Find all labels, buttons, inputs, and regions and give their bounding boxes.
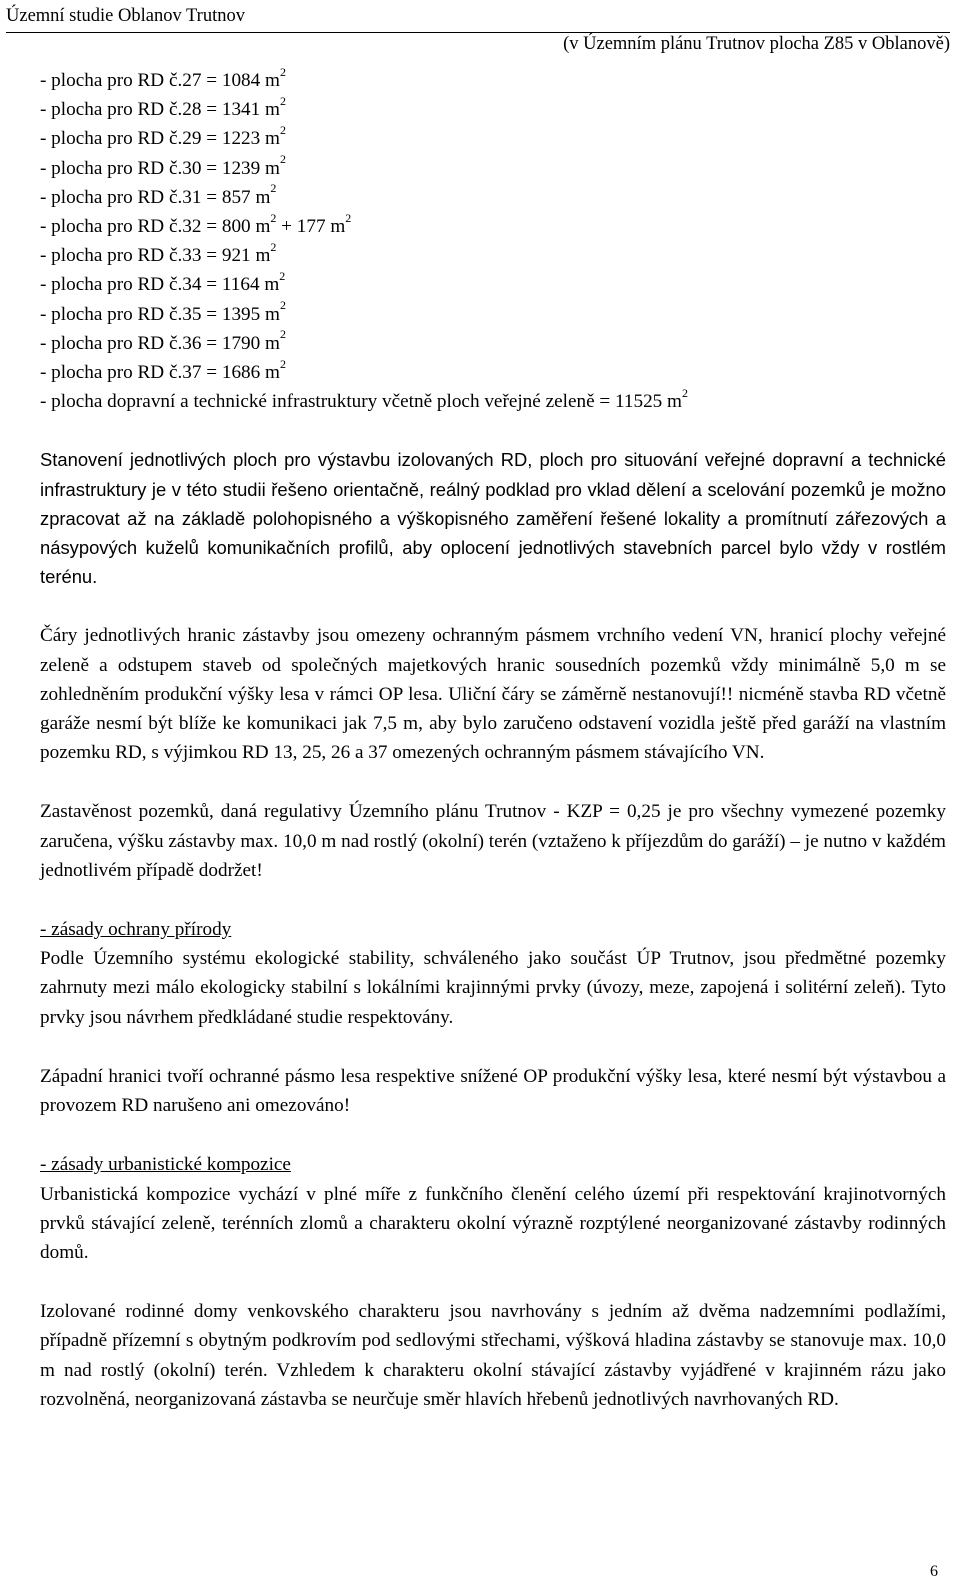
paragraph: Urbanistická kompozice vychází v plné míře z funkčního členění celého území při respektování krajinotvorných prvků stávající zeleně, terénních zlomů a charakteru okolní výrazně rozptýlené neorganizované zástavby rodinných domů. (40, 1183, 946, 1263)
header-title: Územní studie Oblanov Trutnov (6, 6, 245, 26)
list-item: - plocha pro RD č.30 = 1239 $m^2$ (40, 152, 286, 179)
section-heading: - zásady urbanistické kompozice (40, 1154, 291, 1176)
list-item: - plocha pro RD č.34 = 1164 $m^2$ (40, 269, 286, 296)
header-subtitle: (v Územním plánu Trutnov plocha Z85 v Oblanově) (563, 34, 950, 54)
list-item: - plocha pro RD č.35 = 1395 $m^2$ (40, 298, 286, 325)
section-heading: - zásady ochrany přírody (40, 919, 232, 941)
paragraph: Podle Územního systému ekologické stability, schváleného jako součást ÚP Trutnov, jsou předmětné pozemky zahrnuty mezi málo ekologicky stabilní s lokálními krajinnými prvky (úvozy, meze, zapojená i solitérní zeleň). Tyto prvky jsou návrhem předkládané studie respektovány. (40, 948, 946, 1028)
area-list (40, 66, 946, 416)
list-item: - plocha dopravní a technické infrastruktury včetně ploch veřejné zeleně = 11525 $m^2$ (40, 385, 688, 413)
paragraph: Čáry jednotlivých hranic zástavby jsou omezeny ochranným pásmem vrchního vedení VN, hranicí plochy veřejné zeleně a odstupem staveb od společných majetkových hranic sousedních pozemků vždy minimálně 5,0 m se zohledněním produkční výšky lesa v rámci OP lesa. Uliční čáry se záměrně nestanovují!! nicméně stavba RD včetně garáže nesmí být blíže ke komunikaci jak 7,5 m, aby bylo zaručeno odstavení vozidla ještě před garáží na vlastním pozemku RD, s výjimkou RD 13, 25, 26 a 37 omezených ochranným pásmem stávajícího VN. (40, 625, 946, 764)
list-item: - plocha pro RD č.29 = 1223 $m^2$ (40, 123, 286, 150)
page-header (6, 4, 950, 54)
list-item: - plocha pro RD č.28 = 1341 $m^2$ (40, 93, 286, 121)
list-item: - plocha pro RD č.31 = 857 $m^2$ (40, 181, 277, 208)
paragraph: Stanovení jednotlivých ploch pro výstavbu izolovaných RD, ploch pro situování veřejné dopravní a technické infrastruktury je v této studii řešeno orientačně, reálný podklad pro vklad dělení a scelování pozemků je možno zpracovat až na základě polohopisného a výškopisného zaměření řešené lokality a promítnutí zářezových a násypových kuželů komunikačních profilů, aby oplocení jednotlivých stavebních parcel bylo vždy v rostlém terénu. (40, 449, 946, 588)
list-item: - plocha pro RD č.33 = 921 $m^2$ (40, 239, 277, 267)
page-number: 6 (930, 1563, 938, 1580)
paragraph: Izolované rodinné domy venkovského charakteru jsou navrhovány s jedním až dvěma nadzemními podlažími, případně přízemní s obytným podkrovím pod sedlovými střechami, výšková hladina zástavby se stanovuje max. 10,0 m nad rostlý (okolní) terén. Vzhledem k charakteru okolní stávající zástavby vyjádřené v krajinném rázu jako rozvolněná, neorganizovaná zástavba se neurčuje směr hlavích hřebenů jednotlivých navrhovaných RD. (40, 1301, 946, 1410)
paragraph: Západní hranici tvoří ochranné pásmo lesa respektive snížené OP produkční výšky lesa, které nesmí být výstavbou a provozem RD narušeno ani omezováno! (40, 1065, 946, 1117)
list-item: - plocha pro RD č.37 = 1686 $m^2$ (40, 356, 286, 384)
document-body (40, 66, 946, 1414)
list-item: - plocha pro RD č.32 = 800 $m^2 + 177$ $m^2$ (40, 210, 352, 238)
list-item: - plocha pro RD č.27 = 1084 $m^2$ (40, 64, 286, 91)
list-item: - plocha pro RD č.36 = 1790 $m^2$ (40, 327, 286, 354)
paragraph: Zastavěnost pozemků, daná regulativy Územního plánu Trutnov - KZP = 0,25 je pro všechny vymezené pozemky zaručena, výšku zástavby max. 10,0 m nad rostlý (okolní) terén (vztaženo k příjezdům do garáží) – je nutno v každém jednotlivém případě dodržet! (40, 801, 946, 881)
